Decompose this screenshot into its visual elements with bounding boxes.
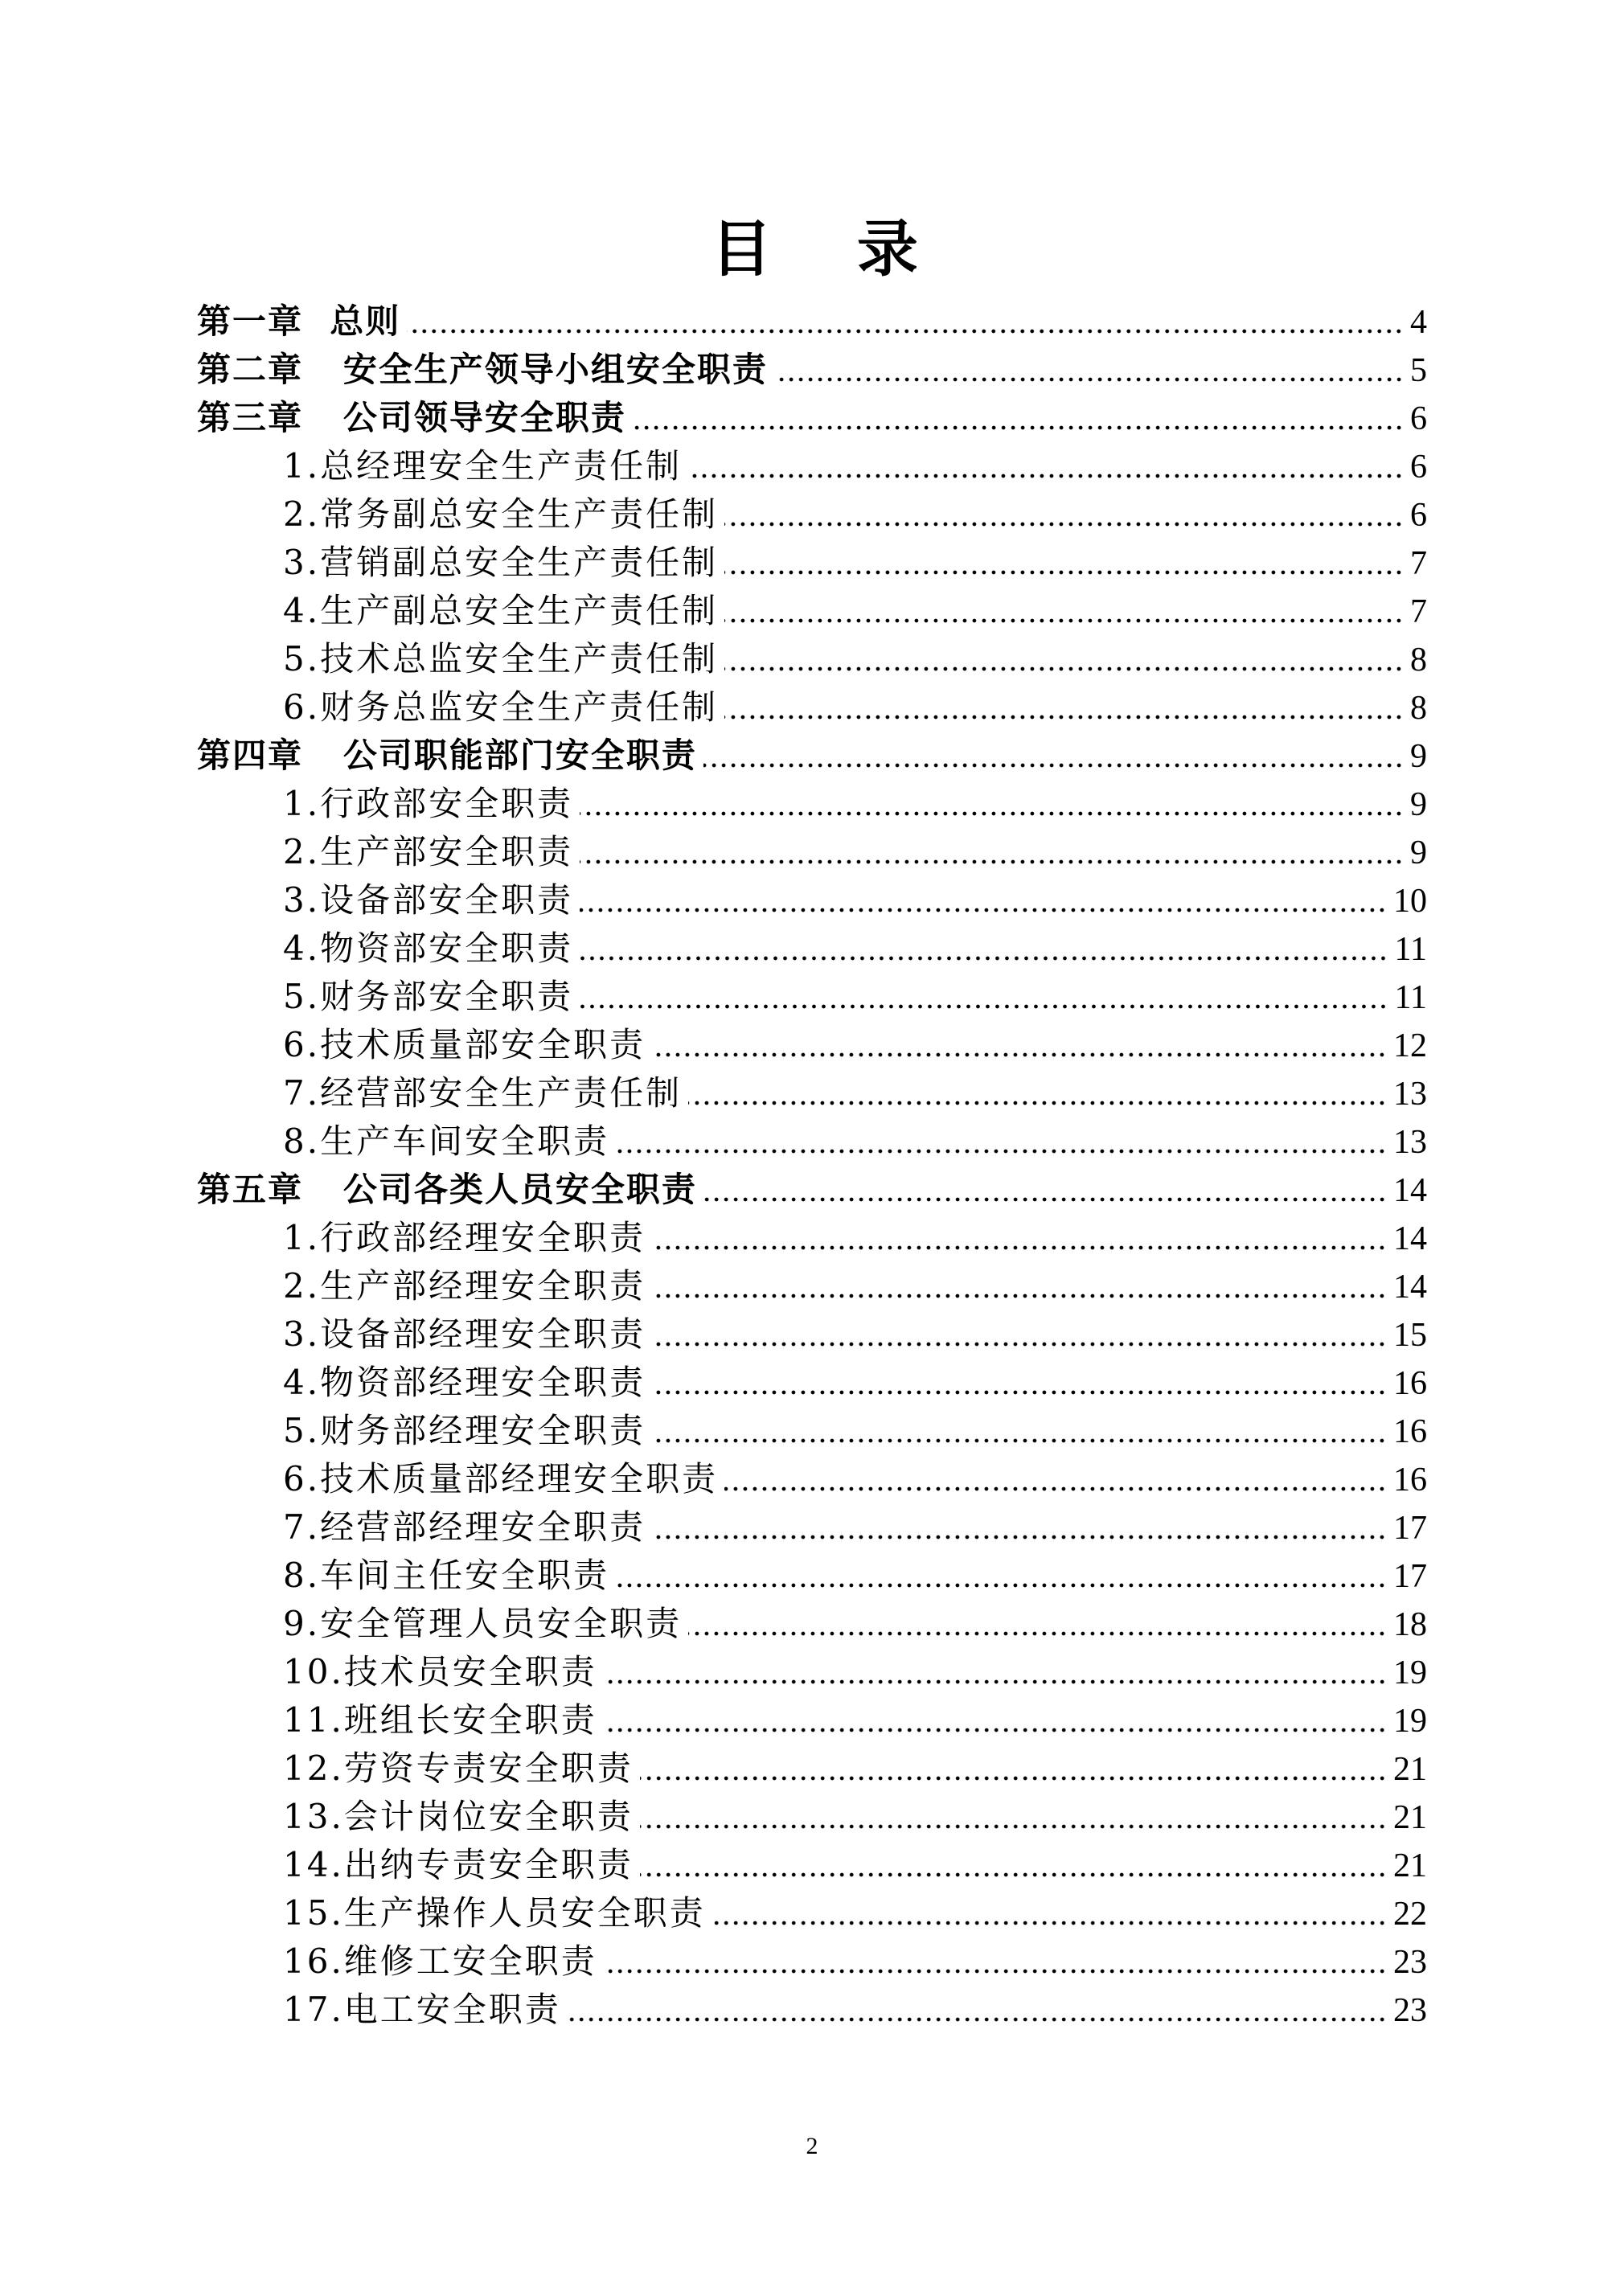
dot-leader bbox=[688, 471, 1404, 479]
toc-chapter-entry[interactable] bbox=[197, 346, 1427, 394]
toc-entry-label: 6.技术质量部经理安全职责 bbox=[283, 1459, 719, 1499]
toc-entry-page-number: 7 bbox=[1410, 545, 1427, 582]
dot-leader bbox=[568, 2015, 1387, 2023]
toc-section-entry[interactable] bbox=[197, 1937, 1427, 1986]
toc-section-entry[interactable] bbox=[197, 1310, 1427, 1359]
toc-entry-label: 4.物资部安全职责 bbox=[283, 929, 574, 968]
toc-entry-label: 1.行政部安全职责 bbox=[283, 784, 574, 823]
toc-section-entry[interactable] bbox=[197, 876, 1427, 925]
toc-entry-label: 6.技术质量部安全职责 bbox=[283, 1025, 646, 1064]
toc-entry-page-number: 13 bbox=[1393, 1124, 1427, 1161]
dot-leader bbox=[604, 1725, 1387, 1733]
toc-entry-label: 10.技术员安全职责 bbox=[283, 1652, 597, 1691]
toc-section-entry[interactable] bbox=[197, 1600, 1427, 1648]
toc-entry-page-number: 18 bbox=[1393, 1606, 1427, 1643]
toc-entry-page-number: 9 bbox=[1410, 738, 1427, 775]
dot-leader bbox=[703, 1195, 1387, 1203]
table-of-contents bbox=[197, 297, 1427, 2034]
toc-entry-page-number: 16 bbox=[1393, 1462, 1427, 1499]
toc-entry-page-number: 21 bbox=[1393, 1751, 1427, 1788]
toc-entry-page-number: 6 bbox=[1410, 497, 1427, 534]
toc-entry-label: 第三章 公司领导安全职责 bbox=[197, 398, 626, 437]
dot-leader bbox=[724, 1484, 1387, 1492]
toc-entry-page-number: 22 bbox=[1393, 1896, 1427, 1933]
toc-entry-label: 8.车间主任安全职责 bbox=[283, 1556, 610, 1595]
toc-entry-label: 第二章 安全生产领导小组安全职责 bbox=[197, 350, 768, 389]
toc-entry-page-number: 8 bbox=[1410, 690, 1427, 727]
dot-leader bbox=[712, 1918, 1387, 1926]
toc-entry-label: 8.生产车间安全职责 bbox=[283, 1121, 610, 1161]
toc-section-entry[interactable] bbox=[197, 1455, 1427, 1503]
toc-entry-label: 7.经营部安全生产责任制 bbox=[283, 1073, 683, 1113]
toc-entry-label: 15.生产操作人员安全职责 bbox=[283, 1893, 706, 1933]
toc-section-entry[interactable] bbox=[197, 539, 1427, 587]
toc-entry-page-number: 15 bbox=[1393, 1317, 1427, 1354]
toc-entry-label: 16.维修工安全职责 bbox=[283, 1941, 597, 1981]
dot-leader bbox=[652, 1243, 1387, 1251]
dot-leader bbox=[724, 664, 1404, 672]
dot-leader bbox=[580, 1002, 1388, 1010]
toc-entry-label: 5.财务部经理安全职责 bbox=[283, 1411, 646, 1450]
toc-section-entry[interactable] bbox=[197, 683, 1427, 732]
toc-entry-page-number: 7 bbox=[1410, 593, 1427, 630]
toc-entry-page-number: 16 bbox=[1393, 1365, 1427, 1402]
toc-section-entry[interactable] bbox=[197, 1359, 1427, 1407]
dot-leader bbox=[652, 1532, 1387, 1540]
toc-section-entry[interactable] bbox=[197, 1069, 1427, 1117]
toc-chapter-entry[interactable] bbox=[197, 732, 1427, 780]
toc-entry-label: 7.经营部经理安全职责 bbox=[283, 1507, 646, 1547]
toc-entry-label: 6.财务总监安全生产责任制 bbox=[283, 687, 719, 727]
toc-entry-page-number: 9 bbox=[1410, 786, 1427, 823]
toc-chapter-entry[interactable] bbox=[197, 1166, 1427, 1214]
toc-entry-label: 第四章 公司职能部门安全职责 bbox=[197, 736, 697, 775]
toc-section-entry[interactable] bbox=[197, 828, 1427, 876]
toc-entry-label: 5.技术总监安全生产责任制 bbox=[283, 639, 719, 679]
dot-leader bbox=[616, 1581, 1387, 1589]
toc-entry-page-number: 11 bbox=[1394, 979, 1427, 1016]
toc-entry-label: 第一章 总则 bbox=[197, 301, 401, 341]
toc-entry-label: 12.劳资专责安全职责 bbox=[283, 1749, 634, 1788]
dot-leader bbox=[724, 712, 1404, 720]
toc-entry-label: 1.总经理安全生产责任制 bbox=[283, 446, 683, 486]
toc-entry-page-number: 21 bbox=[1393, 1799, 1427, 1836]
toc-entry-page-number: 21 bbox=[1393, 1847, 1427, 1884]
toc-entry-label: 13.会计岗位安全职责 bbox=[283, 1797, 634, 1836]
toc-entry-label: 4.物资部经理安全职责 bbox=[283, 1363, 646, 1402]
toc-entry-label: 11.班组长安全职责 bbox=[283, 1700, 597, 1740]
toc-entry-page-number: 6 bbox=[1410, 400, 1427, 437]
toc-entry-page-number: 23 bbox=[1393, 1944, 1427, 1981]
toc-section-entry[interactable] bbox=[197, 490, 1427, 539]
dot-leader bbox=[724, 568, 1404, 576]
toc-entry-label: 3.设备部安全职责 bbox=[283, 880, 574, 920]
toc-entry-page-number: 11 bbox=[1394, 931, 1427, 968]
toc-section-entry[interactable] bbox=[197, 1552, 1427, 1600]
dot-leader bbox=[580, 809, 1404, 817]
dot-leader bbox=[688, 1629, 1387, 1637]
dot-leader bbox=[652, 1339, 1387, 1347]
dot-leader bbox=[640, 1822, 1387, 1830]
toc-entry-label: 9.安全管理人员安全职责 bbox=[283, 1604, 683, 1643]
dot-leader bbox=[688, 1098, 1387, 1106]
toc-section-entry[interactable] bbox=[197, 1214, 1427, 1262]
toc-entry-label: 4.生产副总安全生产责任制 bbox=[283, 591, 719, 630]
toc-entry-page-number: 8 bbox=[1410, 642, 1427, 679]
toc-section-entry[interactable] bbox=[197, 1745, 1427, 1793]
dot-leader bbox=[724, 519, 1404, 527]
toc-section-entry[interactable] bbox=[197, 1648, 1427, 1696]
toc-section-entry[interactable] bbox=[197, 587, 1427, 635]
toc-title: 目 录 bbox=[711, 213, 918, 285]
toc-entry-label: 2.常务副总安全生产责任制 bbox=[283, 494, 719, 534]
toc-entry-page-number: 4 bbox=[1410, 304, 1427, 341]
toc-entry-page-number: 9 bbox=[1410, 834, 1427, 871]
toc-section-entry[interactable] bbox=[197, 442, 1427, 490]
dot-leader bbox=[616, 1146, 1387, 1154]
toc-entry-page-number: 14 bbox=[1393, 1220, 1427, 1257]
toc-section-entry[interactable] bbox=[197, 1503, 1427, 1552]
toc-entry-page-number: 6 bbox=[1410, 449, 1427, 486]
toc-entry-page-number: 13 bbox=[1393, 1076, 1427, 1113]
dot-leader bbox=[652, 1291, 1387, 1299]
toc-entry-page-number: 17 bbox=[1393, 1558, 1427, 1595]
toc-entry-label: 3.营销副总安全生产责任制 bbox=[283, 543, 719, 582]
dot-leader bbox=[580, 953, 1388, 961]
dot-leader bbox=[652, 1436, 1387, 1444]
toc-entry-label: 1.行政部经理安全职责 bbox=[283, 1218, 646, 1257]
toc-entry-label: 5.财务部安全职责 bbox=[283, 977, 574, 1016]
dot-leader bbox=[652, 1050, 1387, 1058]
toc-entry-page-number: 19 bbox=[1393, 1654, 1427, 1691]
toc-section-entry[interactable] bbox=[197, 1117, 1427, 1166]
toc-entry-label: 2.生产部安全职责 bbox=[283, 832, 574, 871]
toc-entry-page-number: 10 bbox=[1393, 883, 1427, 920]
toc-entry-label: 17.电工安全职责 bbox=[283, 1990, 561, 2029]
toc-entry-label: 14.出纳专责安全职责 bbox=[283, 1845, 634, 1884]
dot-leader bbox=[580, 857, 1404, 865]
toc-section-entry[interactable] bbox=[197, 1021, 1427, 1069]
toc-section-entry[interactable] bbox=[197, 1262, 1427, 1310]
dot-leader bbox=[580, 905, 1387, 913]
dot-leader bbox=[604, 1677, 1387, 1685]
toc-entry-page-number: 14 bbox=[1393, 1269, 1427, 1306]
toc-chapter-entry[interactable] bbox=[197, 297, 1427, 346]
page-number: 2 bbox=[806, 2133, 818, 2159]
dot-leader bbox=[633, 423, 1404, 431]
dot-leader bbox=[640, 1870, 1387, 1878]
toc-entry-page-number: 19 bbox=[1393, 1703, 1427, 1740]
toc-entry-page-number: 23 bbox=[1393, 1992, 1427, 2029]
toc-entry-page-number: 14 bbox=[1393, 1172, 1427, 1209]
dot-leader bbox=[407, 326, 1404, 334]
dot-leader bbox=[774, 375, 1404, 383]
toc-section-entry[interactable] bbox=[197, 635, 1427, 683]
dot-leader bbox=[604, 1966, 1387, 1974]
toc-section-entry[interactable] bbox=[197, 973, 1427, 1021]
toc-chapter-entry[interactable] bbox=[197, 394, 1427, 442]
toc-section-entry[interactable] bbox=[197, 1986, 1427, 2034]
toc-section-entry[interactable] bbox=[197, 1889, 1427, 1937]
toc-entry-page-number: 5 bbox=[1410, 352, 1427, 389]
toc-section-entry[interactable] bbox=[197, 780, 1427, 828]
toc-entry-label: 3.设备部经理安全职责 bbox=[283, 1314, 646, 1354]
toc-section-entry[interactable] bbox=[197, 1793, 1427, 1841]
toc-section-entry[interactable] bbox=[197, 1407, 1427, 1455]
toc-section-entry[interactable] bbox=[197, 1841, 1427, 1889]
dot-leader bbox=[724, 616, 1404, 624]
toc-entry-page-number: 17 bbox=[1393, 1510, 1427, 1547]
toc-entry-label: 第五章 公司各类人员安全职责 bbox=[197, 1170, 697, 1209]
toc-section-entry[interactable] bbox=[197, 1696, 1427, 1745]
dot-leader bbox=[652, 1388, 1387, 1396]
dot-leader bbox=[640, 1773, 1387, 1781]
toc-section-entry[interactable] bbox=[197, 925, 1427, 973]
toc-entry-page-number: 16 bbox=[1393, 1413, 1427, 1450]
toc-entry-label: 2.生产部经理安全职责 bbox=[283, 1266, 646, 1306]
dot-leader bbox=[703, 761, 1404, 769]
toc-entry-page-number: 12 bbox=[1393, 1027, 1427, 1064]
